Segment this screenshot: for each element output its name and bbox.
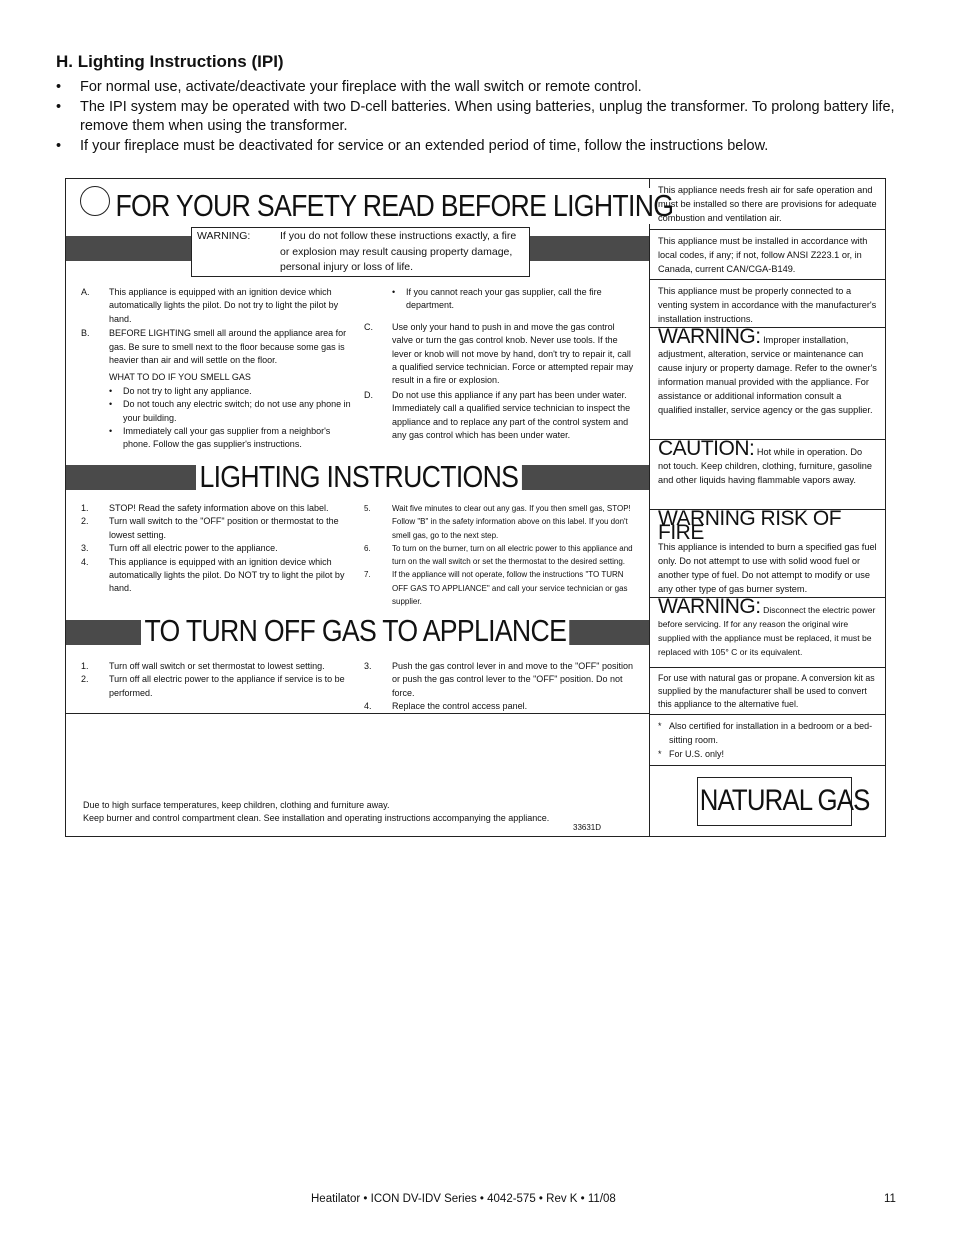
item-text: Do not try to light any appliance. — [123, 385, 252, 396]
item-text: BEFORE LIGHTING smell all around the appliance area for gas. Be sure to smell next to the floor because some gas is heavier than air and will settle on the floor. — [109, 328, 347, 366]
item-text: This appliance is equipped with an ignition device which automatically lights the pilot. Do NOT try to light the pilot by hand. — [109, 556, 345, 594]
list-item — [81, 556, 353, 596]
item-text: This appliance is equipped with an ignition device which automatically lights the pilot. Do not try to light the pilot by hand. — [109, 287, 339, 324]
box-text: This appliance must be installed in accordance with local codes, if any; if not, follow ANSI Z223.1 or, in Canada, current CAN/CGA-B149. — [658, 236, 868, 274]
right-box — [650, 179, 885, 230]
bullet-item: • The IPI system may be operated with two D-cell batteries. When using batteries, unplug the transformer. To prolong battery life, remove them when using the transformer. — [56, 98, 901, 137]
item-key: 2. — [81, 674, 89, 685]
list-item — [364, 660, 636, 700]
item-text: Wait five minutes to clear out any gas. If you then smell gas, STOP! Follow "B" in the safety information above on this label. If you don't smell gas, go to the next step. — [392, 504, 631, 540]
list-item — [81, 673, 353, 700]
list-item — [81, 660, 353, 673]
smell-gas-heading: WHAT TO DO IF YOU SMELL GAS — [109, 372, 251, 383]
list-item — [364, 568, 639, 608]
item-text: Push the gas control lever in and move to the "OFF" position or push the gas control lever to the "OFF" position. Do not force. — [392, 661, 634, 698]
item-key: 2. — [81, 516, 89, 527]
item-text: STOP! Read the safety information above on this label. — [109, 503, 329, 513]
box-text: Improper installation, adjustment, alteration, service or maintenance can cause injury or property damage. Refer to the owner's information manual provided with the appliance. For assistance or additional information consult a qualified installer, service agency or the gas supplier. — [658, 335, 877, 415]
bottom-notes — [83, 799, 583, 826]
right-box — [650, 437, 885, 510]
box-text: Disconnect the electric power before servicing. If for any reason the original wire supplied with the appliance must be replaced, it must be replaced with 105° C or its equivalent. — [658, 605, 876, 657]
box-text: This appliance needs fresh air for safe operation and must be installed so there are provisions for adequate combustion and ventilation air. — [658, 185, 877, 223]
item-key: 1. — [81, 503, 89, 513]
item-key: B. — [81, 328, 90, 339]
item-key: 3. — [364, 661, 372, 671]
lighting-heading: LIGHTING INSTRUCTIONS — [196, 459, 522, 495]
item-text: To turn on the burner, turn on all electric power to this appliance and turn on the wall switch or set the thermostat to the desired setting. — [392, 543, 633, 567]
item-key: 5. — [364, 504, 371, 513]
list-item — [364, 542, 639, 569]
item-text: If you cannot reach your gas supplier, call the fire department. — [406, 287, 602, 311]
right-box — [650, 668, 885, 715]
box-heading: WARNING: — [658, 595, 761, 618]
item-text: Do not use this appliance if any part has been under water. Immediately call a qualified service technician to inspect the appliance and to replace any part of the control system and any gas control which has been under water. — [392, 389, 631, 441]
fuel-box — [697, 777, 870, 826]
page-footer: Heatilator • ICON DV-IDV Series • 4042-575 • Rev K • 11/08 — [311, 1193, 616, 1205]
bottom-note: Due to high surface temperatures, keep children, clothing and furniture away. — [83, 800, 390, 810]
fuel-type: NATURAL GAS — [699, 784, 870, 817]
box-text: For use with natural gas or propane. A conversion kit as supplied by the manufacturer shall be used to convert this appliance to the alternative fuel. — [658, 673, 875, 709]
list-item — [364, 700, 636, 713]
warning-box — [191, 227, 530, 277]
list-item: • Immediately call your gas supplier from a neighbor's phone. Follow the gas supplier's instructions. — [81, 425, 353, 452]
divider-line — [66, 713, 649, 714]
list-item — [81, 286, 353, 326]
item-key: C. — [364, 321, 373, 332]
box-text: Hot while in operation. Do not touch. Keep children, clothing, furniture, gasoline and other liquids having flammable vapors away. — [658, 447, 872, 485]
safety-right — [364, 286, 636, 442]
list-item: • Do not try to light any appliance. — [81, 385, 353, 398]
page-number: 11 — [884, 1193, 896, 1205]
safety-left — [81, 286, 353, 452]
item-key: 1. — [81, 661, 89, 671]
item-text: Turn off wall switch or set thermostat to lowest setting. — [109, 661, 325, 671]
item-text: Immediately call your gas supplier from a neighbor's phone. Follow the gas supplier's instructions. — [123, 426, 331, 450]
box-heading: WARNING: — [658, 325, 761, 348]
section-title: H. Lighting Instructions (IPI) — [56, 52, 284, 71]
item-key: D. — [364, 389, 373, 400]
turnoff-left — [81, 660, 353, 700]
right-box — [650, 715, 885, 766]
box-text: This appliance is intended to burn a specified gas fuel only. Do not attempt to use with solid wood fuel or another type of fuel. Do not attempt to modify or use any other type of gas burner system. — [658, 542, 877, 594]
box-heading: WARNING RISK OF FIRE — [658, 507, 842, 544]
item-text: Replace the control access panel. — [392, 701, 528, 712]
safety-heading: FOR YOUR SAFETY READ BEFORE LIGHTING — [112, 188, 677, 224]
item-text: Turn wall switch to the "OFF" position or thermostat to the lowest setting. — [109, 516, 339, 540]
item-text: If the appliance will not operate, follow the instructions "TO TURN OFF GAS TO APPLIANCE" and call your service technician or gas supplier. — [392, 570, 628, 607]
list-item — [364, 389, 636, 443]
list-item — [81, 515, 353, 542]
right-box — [650, 507, 885, 598]
turnoff-right — [364, 660, 636, 714]
lighting-right — [364, 502, 639, 608]
right-box — [650, 280, 885, 328]
bullet-item: • For normal use, activate/deactivate your fireplace with the wall switch or remote control. — [56, 78, 901, 98]
circle-symbol — [80, 186, 110, 216]
item-text: Use only your hand to push in and move the gas control valve or turn the gas control knob. Never use tools. If the lever or knob will not move by hand, don't try to repair it, call a qualified service technician. Force or attempted repair may result in a fire or explosion. — [392, 321, 634, 386]
item-text: Turn off all electric power to the appliance. — [109, 543, 278, 554]
item-key: 4. — [364, 701, 372, 712]
item-key: A. — [81, 287, 90, 297]
list-item: • If you cannot reach your gas supplier, call the fire department. — [364, 286, 636, 313]
box-text: This appliance must be properly connected to a venting system in accordance with the manufacturer's installation instructions. — [658, 286, 877, 324]
lighting-left — [81, 502, 353, 596]
bottom-note: Keep burner and control compartment clean. See installation and operating instructions accompanying the appliance. — [83, 813, 550, 824]
right-box — [650, 325, 885, 440]
list-item — [81, 502, 353, 515]
list-item: * Also certified for installation in a bedroom or a bed-sitting room. — [658, 719, 877, 747]
right-box — [650, 230, 885, 280]
right-box — [650, 595, 885, 668]
part-number: 33631D — [573, 823, 602, 832]
warning-label: WARNING: — [197, 230, 251, 242]
box-text: For U.S. only! — [669, 749, 725, 759]
list-item: • Do not touch any electric switch; do not use any phone in your building. — [81, 398, 353, 425]
item-text: Do not touch any electric switch; do not use any phone in your building. — [123, 399, 351, 423]
item-key: 4. — [81, 556, 89, 567]
list-item — [81, 542, 353, 555]
intro-bullets — [56, 78, 901, 156]
bullet-item: • If your fireplace must be deactivated for service or an extended period of time, follow the instructions below. — [56, 137, 901, 157]
item-key: 7. — [364, 570, 371, 580]
item-text: Turn off all electric power to the appliance if service is to be performed. — [109, 674, 345, 698]
warning-text: If you do not follow these instructions exactly, a fire or explosion may result causing property damage, personal injury or loss of life. — [280, 230, 517, 273]
item-key: 6. — [364, 543, 371, 553]
turnoff-heading: TO TURN OFF GAS TO APPLIANCE — [141, 613, 570, 649]
item-key: 3. — [81, 543, 89, 554]
list-item — [81, 327, 353, 367]
list-item — [364, 321, 636, 388]
list-item — [364, 502, 639, 542]
box-text: Also certified for installation in a bedroom or a bed-sitting room. — [669, 721, 873, 745]
box-heading: CAUTION: — [658, 437, 755, 460]
list-item: * For U.S. only! — [658, 749, 725, 759]
